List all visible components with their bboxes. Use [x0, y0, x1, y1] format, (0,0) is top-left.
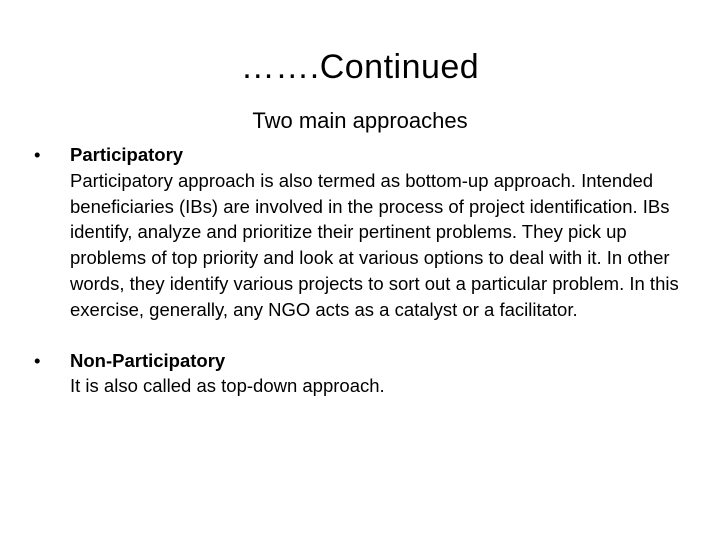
bullet-item-non-participatory: [34, 348, 694, 400]
bullet-list: [34, 142, 694, 399]
slide-title: …….Continued: [240, 48, 480, 86]
bullet-item-participatory: [34, 142, 694, 323]
bullet-body: It is also called as top-down approach.: [70, 375, 385, 397]
bullet-heading: Participatory: [70, 144, 184, 165]
bullet-marker: •: [34, 144, 41, 165]
slide-subtitle: Two main approaches: [252, 108, 468, 133]
bullet-marker: •: [34, 349, 41, 371]
bullet-heading: Non-Participatory: [70, 349, 226, 371]
bullet-body: Participatory approach is also termed as bottom-up approach. Intended beneficiaries (IBs) are involved in the process of project identification. IBs identify, analyze and prioritize their pertinent problems. They pick up problems of top priority and look at various options to deal with it. In other words, they identify various projects to sort out a particular problem. In this exercise, generally, any NGO acts as a catalyst or a facilitator.: [70, 169, 679, 320]
